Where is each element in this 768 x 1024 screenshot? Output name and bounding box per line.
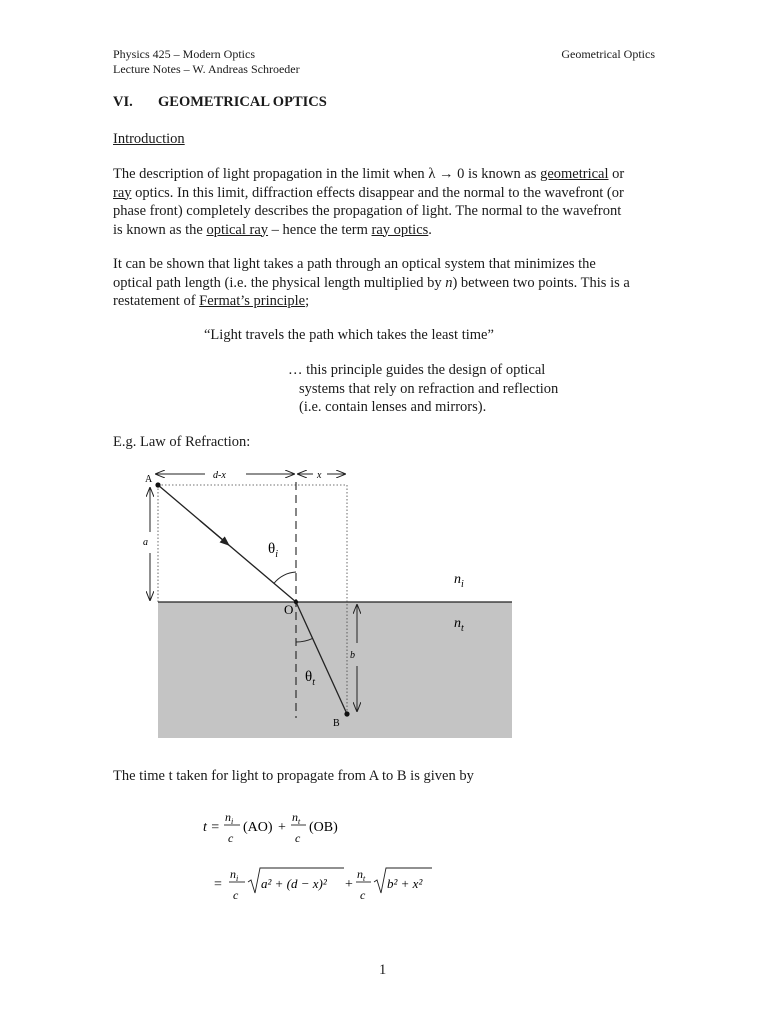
- label-n-i: $n_i$: [454, 572, 464, 590]
- svg-text:(AO): (AO): [243, 820, 273, 835]
- svg-text:c: c: [295, 831, 301, 845]
- principle-note: … this principle guides the design of optical systems that rely on refraction and reflection (i.e. contain lenses and mirrors).: [288, 362, 559, 415]
- section-title: GEOMETRICAL OPTICS: [158, 94, 327, 110]
- label-dx: d-x: [213, 470, 226, 481]
- equation-time-1: [195, 805, 375, 849]
- fermat-quote: “Light travels the path which takes the least time”: [204, 327, 494, 343]
- label-o-point: O: [284, 602, 294, 617]
- point-o: [294, 600, 298, 604]
- svg-text:c: c: [360, 888, 366, 902]
- label-a-dim: a: [143, 537, 148, 548]
- point-a: [155, 482, 160, 487]
- label-theta-i: $\theta_i$: [268, 541, 278, 560]
- svg-text:b² + x²: b² + x²: [387, 876, 423, 891]
- incident-ray-arrow: [200, 521, 229, 546]
- svg-text:(OB): (OB): [309, 820, 338, 835]
- header-author: Lecture Notes – W. Andreas Schroeder: [113, 62, 300, 76]
- svg-text:c: c: [228, 831, 234, 845]
- paragraph-fermat: It can be shown that light takes a path through an optical system that minimizes the optical path length (i.e. the physical length multiplied by n) between two points. This is a restatement of Fermat’s principle;: [113, 256, 630, 309]
- introduction-heading: Introduction: [113, 131, 185, 147]
- time-statement: The time t taken for light to propagate from A to B is given by: [113, 768, 474, 784]
- paragraph-geometrical-optics: The description of light propagation in the limit when λ → 0 is known as geometrical or ray optics. In this limit, diffraction effects disappear and the normal to the wavefront (or phase front) completely describes the propagation of light. The normal to the wavefront is known as the optical ray – hence the term ray optics.: [113, 166, 625, 238]
- label-b-point: B: [333, 718, 340, 729]
- section-number: VI.: [113, 94, 133, 110]
- svg-text:+: +: [345, 877, 353, 892]
- svg-text:ni: $n_i$: [225, 810, 234, 826]
- svg-text:ni: $n_i$: [230, 867, 239, 883]
- label-theta-t: $\theta_t$: [305, 669, 315, 688]
- label-a-point: A: [145, 474, 153, 485]
- theta-i-arc: [274, 572, 296, 583]
- svg-text:nt: $n_t$: [292, 810, 301, 826]
- label-x: x: [317, 470, 322, 481]
- svg-text:t =: t =: [203, 820, 220, 835]
- label-b-dim: b: [350, 650, 355, 661]
- header-topic: Geometrical Optics: [561, 47, 655, 61]
- svg-text:c: c: [233, 888, 239, 902]
- svg-text:+: +: [278, 820, 286, 835]
- label-n-t: $n_t$: [454, 616, 464, 634]
- equation-time-2: [200, 862, 460, 906]
- example-label: E.g. Law of Refraction:: [113, 434, 251, 450]
- page-number: 1: [379, 962, 387, 978]
- svg-text:a² + (d − x)²: a² + (d − x)²: [261, 876, 327, 891]
- point-b: [344, 711, 349, 716]
- header-course: Physics 425 – Modern Optics: [113, 47, 255, 61]
- svg-text:=: =: [214, 877, 222, 892]
- svg-text:nt: $n_t$: [357, 867, 366, 883]
